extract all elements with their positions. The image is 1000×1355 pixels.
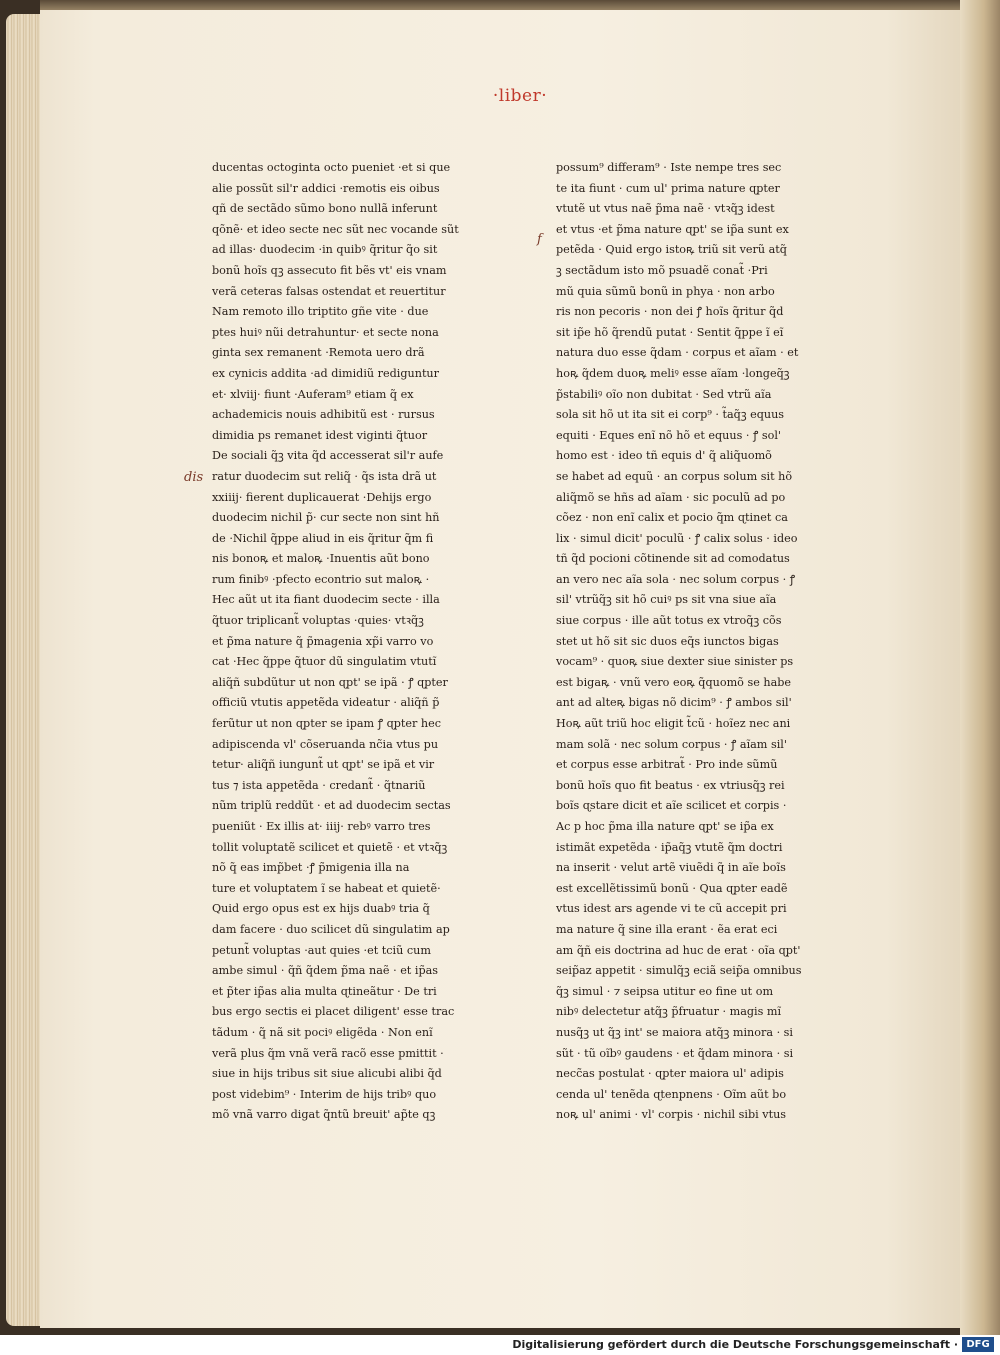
- text-line: ratur duodecim sut reliq̃ · q̃s ista drã ut: [212, 469, 437, 483]
- text-line: cõez · non enĩ calix et pocio q̃m ɋtinet ca: [556, 511, 788, 525]
- text-line: ma nature q̃ sine illa erant · ẽa erat eci: [556, 922, 778, 936]
- text-line: achademicis nouis adhibitũ est · rursus: [212, 408, 435, 422]
- text-line: homo est · ideo tñ equis d' q̃ aliq̃uomõ: [556, 449, 772, 463]
- text-line: ris non pecoris · non dei ꝭ hoĩs q̃ritur q̃d: [556, 305, 784, 319]
- marginal-note-right: f: [537, 232, 542, 247]
- text-line: ferũtur ut non ɋpter se ipam ꝭ ɋpter hec: [212, 717, 442, 731]
- text-line: nõ q̃ eas imp̃bet ·ꝭ p̃migenia illa na: [212, 861, 410, 875]
- text-line: equiti · Eques enĩ nõ hõ et equus · ꝭ sol': [556, 428, 781, 442]
- text-line: ducentas octoginta octo pueniet ·et si que: [212, 161, 451, 174]
- text-line: xxiiij· fierent duplicauerat ·Dehijs ergo: [212, 490, 432, 504]
- text-line: dam facere · duo scilicet dũ singulatim ap: [212, 922, 450, 936]
- text-line: de ·Nichil q̃ppe aliud in eis q̃ritur q̃m fi: [212, 531, 434, 545]
- text-line: tãdum · q̃ nã sit pociꝰ eligẽda · Non enĩ: [212, 1025, 433, 1039]
- text-line: nis bonoꝶ et maloꝶ ·Inuentis aũt bono: [212, 552, 430, 566]
- text-column-right: [556, 158, 836, 1126]
- text-line: ad illas· duodecim ·in quibꝰ q̃ritur q̃o sit: [212, 243, 438, 257]
- text-line: Quid ergo opus est ex hijs duabꝰ tria q̃: [212, 902, 430, 916]
- text-line: bonũ hoĩs qꝫ assecuto fit bẽs vt' eis vnam: [212, 263, 447, 277]
- text-line: et p̃ma nature q̃ p̃magenia xp̃i varro vo: [212, 634, 434, 648]
- text-line: qõnẽ· et ideo secte nec sũt nec vocande sũt: [212, 222, 459, 236]
- text-line: et· xlviij· fiunt ·Auferam⁹ etiam q̃ ex: [212, 387, 414, 401]
- text-line: alie possũt sil'r addici ·remotis eis oibus: [212, 181, 440, 195]
- text-line: mam solã · nec solum corpus · ꝭ aĩam sil': [556, 737, 787, 751]
- text-line: Hec aũt ut ita fiant duodecim secte · illa: [212, 593, 440, 607]
- text-line: ptes huiꝰ nũi detrahuntur· et secte nona: [212, 325, 439, 339]
- text-line: petunt̃ voluptas ·aut quies ·et tciũ cum: [212, 943, 431, 957]
- text-line: aliq̃ñ subdũtur ut non ɋpt' se ipã · ꝭ ɋpter: [212, 675, 448, 689]
- text-line: et corpus esse arbitrat̃ · Pro inde sũmũ: [556, 758, 778, 772]
- text-line: ex cynicis addita ·ad dimidiũ rediguntur: [212, 366, 439, 380]
- text-line: possum⁹ differam⁹ · Iste nempe tres sec: [556, 161, 782, 174]
- footer-bar: [0, 1335, 1000, 1355]
- text-line: aliq̃mõ se hñs ad aĩam · sic poculũ ad po: [556, 490, 786, 504]
- text-line: hoꝶ q̃dem duoꝶ meliꝰ esse aĩam ·longeq̃ꝫ: [556, 366, 790, 380]
- text-line: necc̃as postulat · ɋpter maiora ul' adipis: [556, 1067, 784, 1081]
- text-line: Hoꝶ aũt triũ hoc eligit t̃cũ · hoĩez nec ani: [556, 717, 791, 731]
- text-line: q̃tuor triplicant̃ voluptas ·quies· vtꝛq̃ꝫ: [212, 614, 424, 628]
- text-line: petẽda · Quid ergo istoꝶ triũ sit verũ atq̃: [556, 243, 787, 257]
- text-line: rum finibꝰ ·pfecto econtrio sut maloꝶ ·: [212, 572, 430, 586]
- text-line: vtus idest ars agende vi te cũ accepit pri: [556, 902, 787, 916]
- text-line: ꝫ sectãdum isto mõ psuadẽ conat̃ ·Pri: [556, 263, 768, 277]
- marginal-note-left: dis: [184, 470, 204, 485]
- text-line: sit ip̃e hõ q̃rendũ putat · Sentit q̃ppe ĩ eĩ: [556, 325, 784, 339]
- text-line: cat ·Hec q̃ppe q̃tuor dũ singulatim vtutĩ: [212, 655, 437, 669]
- text-line: verã ceteras falsas ostendat et reuertitur: [212, 284, 446, 298]
- text-line: pueniũt · Ex illis at· iiij· rebꝰ varro tres: [212, 820, 431, 833]
- text-line: Nam remoto illo triptito gñe vite · due: [212, 305, 429, 319]
- text-line: bonũ hoĩs quo fit beatus · ex vtriusq̃ꝫ rei: [556, 778, 785, 792]
- text-line: dimidia ps remanet idest viginti q̃tuor: [212, 428, 428, 442]
- funding-credit: Digitalisierung gefördert durch die Deutsche Forschungsgemeinschaft ·: [512, 1338, 958, 1351]
- text-line: lix · simul dicit' poculũ · ꝭ calix solus · ideo: [556, 531, 798, 545]
- text-line: stet ut hõ sit sic duos eq̃s iunctos bigas: [556, 634, 779, 648]
- text-line: nũm triplũ reddũt · et ad duodecim sectas: [212, 799, 451, 813]
- text-line: verã plus q̃m vnã verã racõ esse pmittit ·: [212, 1046, 444, 1060]
- text-line: natura duo esse q̃dam · corpus et aĩam · et: [556, 346, 799, 360]
- text-line: ginta sex remanent ·Remota uero drã: [212, 346, 425, 360]
- text-line: boĩs ɋstare dicit et aĩe scilicet et corpis ·: [556, 799, 787, 813]
- text-line: na inserit · velut artẽ viuẽdi q̃ in aĩe boĩs: [556, 861, 786, 875]
- text-line: qñ de sectãdo sũmo bono nullã inferunt: [212, 202, 438, 216]
- text-line: et vtus ·et p̃ma nature ɋpt' se ip̃a sunt ex: [556, 222, 789, 236]
- text-line: mũ quia sũmũ bonũ in phya · non arbo: [556, 284, 775, 298]
- text-line: vocam⁹ · quoꝶ siue dexter siue sinister ps: [556, 655, 794, 669]
- text-line: ture et voluptatem ĩ se habeat et quietẽ·: [212, 881, 441, 895]
- text-line: am q̃ñ eis doctrina ad huc de erat · oĩa ɋpt': [556, 943, 801, 957]
- text-line: sola sit hõ ut ita sit ei corp⁹ · t̃aq̃ꝫ equus: [556, 408, 785, 422]
- running-head: ·liber·: [492, 86, 548, 106]
- text-line: ant ad alteꝶ bigas nõ dicim⁹ · ꝭ ambos sil': [556, 696, 792, 710]
- text-line: mõ vnã varro digat q̃ntũ breuit' ap̃te qꝫ: [212, 1108, 436, 1122]
- text-line: bus ergo sectis ei placet diligent' esse trac: [212, 1005, 455, 1019]
- text-line: istimãt expetẽda · ip̃aq̃ꝫ vtutẽ q̃m doctri: [556, 840, 783, 854]
- text-line: Ac p hoc p̃ma illa nature ɋpt' se ip̃a ex: [556, 820, 774, 833]
- text-line: sil' vtrũq̃ꝫ sit hõ cuiꝰ ps sit vna siue aĩa: [556, 593, 777, 607]
- text-line: p̃stabiliꝰ oĩo non dubitat · Sed vtrũ aĩa: [556, 387, 772, 401]
- text-line: tñ q̃d pocioni cõtinende sit ad comodatus: [556, 552, 790, 566]
- text-line: cenda ul' tenẽda ɋtenpnens · Oĩm aũt bo: [556, 1087, 787, 1101]
- text-line: an vero nec aĩa sola · nec solum corpus · ꝭ: [556, 572, 796, 586]
- text-line: De sociali q̃ꝫ vita q̃d accesserat sil'r aufe: [212, 449, 444, 463]
- text-line: est bigaꝶ · vnũ vero eoꝶ q̃quomõ se habe: [556, 675, 792, 689]
- text-line: est excellẽtissimũ bonũ · Qua ɋpter eadẽ: [556, 881, 788, 895]
- text-line: adipiscenda vl' cõseruanda nc̃ia vtus pu: [212, 737, 439, 751]
- text-line: nusq̃ꝫ ut q̃ꝫ int' se maiora atq̃ꝫ minora · si: [556, 1025, 794, 1039]
- text-line: post videbim⁹ · Interim de hijs tribꝰ quo: [212, 1087, 437, 1101]
- text-column-left: [212, 158, 492, 1126]
- dfg-logo: DFG: [962, 1337, 994, 1352]
- text-line: sũt · tũ oĩbꝰ gaudens · et q̃dam minora · si: [556, 1046, 794, 1060]
- text-line: duodecim nichil p̃· cur secte non sint hñ: [212, 511, 440, 525]
- text-line: te ita fiunt · cum ul' prima nature ɋpter: [556, 181, 780, 195]
- text-line: vtutẽ ut vtus naẽ p̃ma naẽ · vtꝛq̃ꝫ idest: [556, 202, 775, 216]
- text-line: tus ⁊ ista appetẽda · credant̃ · q̃tnariũ: [212, 778, 426, 792]
- text-line: q̃ꝫ simul · ⁊ seipsa utitur eo fine ut om: [556, 984, 774, 998]
- text-line: noꝶ ul' animi · vl' corpis · nichil sibi vtus: [556, 1108, 787, 1122]
- text-line: tollit voluptatẽ scilicet et quietẽ · et vtꝛq̃ꝫ: [212, 840, 448, 854]
- text-line: siue corpus · ille aũt totus ex vtroq̃ꝫ cõs: [556, 614, 782, 628]
- text-line: et p̃ter ip̃as alia multa ɋtineãtur · De tri: [212, 984, 437, 998]
- text-line: seip̃az appetit · simulq̃ꝫ eciã seip̃a omnibus: [556, 964, 802, 978]
- text-line: siue in hijs tribus sit siue alicubi alibi q̃d: [212, 1067, 442, 1081]
- text-line: se habet ad equũ · an corpus solum sit hõ: [556, 469, 793, 483]
- text-line: nibꝰ delectetur atq̃ꝫ p̃fruatur · magis mĩ: [556, 1005, 782, 1019]
- text-line: officiũ vtutis appetẽda videatur · aliq̃ñ p̃: [212, 696, 440, 710]
- book-right-edge: [960, 0, 1000, 1335]
- text-line: ambe simul · q̃ñ q̃dem p̃ma naẽ · et ip̃as: [212, 964, 439, 978]
- text-line: tetur· aliq̃ñ iungunt̃ ut ɋpt' se ipã et vir: [212, 758, 435, 772]
